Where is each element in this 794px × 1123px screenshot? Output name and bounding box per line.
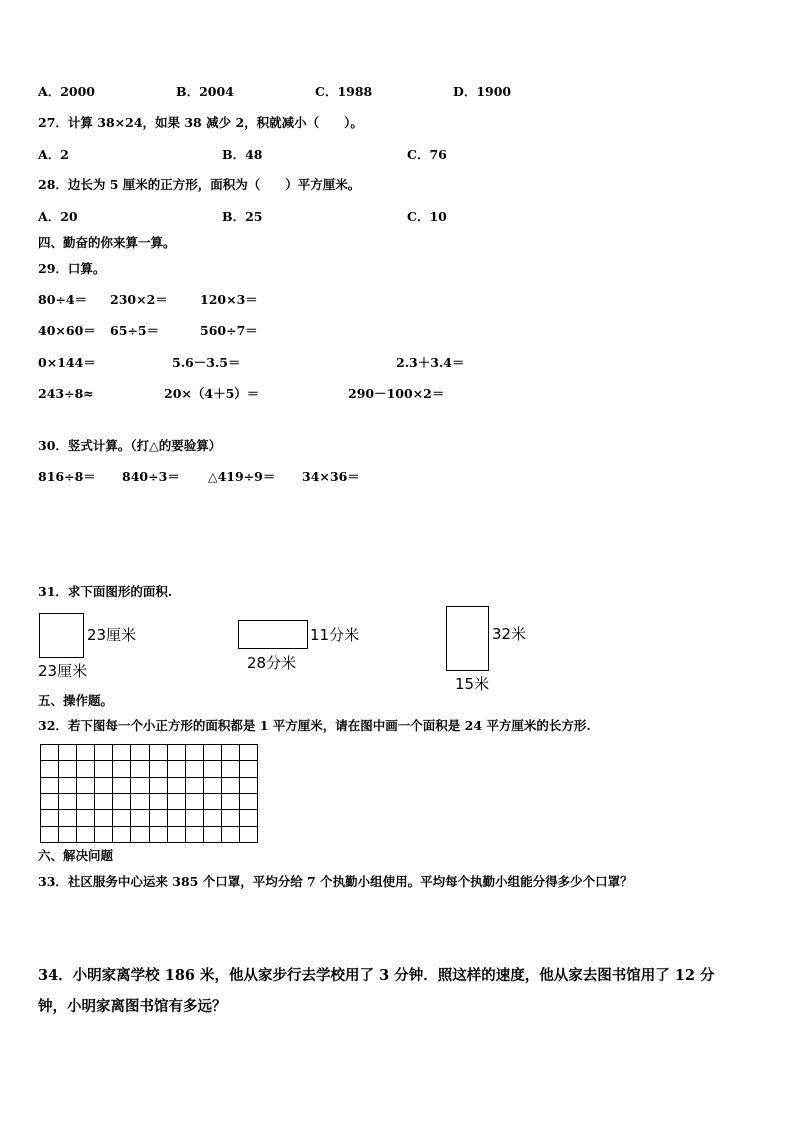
grid-cell[interactable]	[168, 810, 186, 826]
q28-option-c: C．10	[407, 209, 447, 224]
grid-cell[interactable]	[131, 794, 149, 810]
q30-item: 840÷3＝	[122, 469, 180, 484]
q29-item: 20×（4＋5）＝	[164, 386, 260, 401]
grid-cell[interactable]	[168, 794, 186, 810]
grid-cell[interactable]	[150, 761, 168, 777]
square-side-label: 23厘米	[87, 626, 137, 644]
grid-cell[interactable]	[59, 745, 77, 761]
q28-option-b: B．25	[222, 209, 263, 224]
grid-cell[interactable]	[222, 827, 240, 843]
grid-cell[interactable]	[131, 827, 149, 843]
grid-cell[interactable]	[59, 778, 77, 794]
grid-cell[interactable]	[77, 827, 95, 843]
q29-item: 243÷8≈	[38, 386, 94, 401]
grid-cell[interactable]	[168, 761, 186, 777]
grid-cell[interactable]	[222, 778, 240, 794]
grid-cell[interactable]	[41, 794, 59, 810]
grid-cell[interactable]	[95, 778, 113, 794]
grid-cell[interactable]	[186, 810, 204, 826]
q29-item: 40×60＝	[38, 323, 96, 338]
wide-rectangle-figure	[238, 620, 308, 649]
grid-cell[interactable]	[131, 778, 149, 794]
q30-item: △419÷9＝	[208, 469, 276, 484]
grid-cell[interactable]	[59, 810, 77, 826]
square-bottom-label: 23厘米	[38, 662, 88, 680]
q29-item: 65÷5＝	[110, 323, 160, 338]
grid-cell[interactable]	[41, 761, 59, 777]
q26-option-a: A．2000	[38, 84, 95, 99]
wide-rectangle-side-label: 11分米	[310, 626, 360, 644]
section-6-heading: 六、解决问题	[38, 848, 114, 863]
grid-cell[interactable]	[168, 827, 186, 843]
grid-cell[interactable]	[186, 827, 204, 843]
grid-cell[interactable]	[222, 761, 240, 777]
grid-cell[interactable]	[204, 761, 222, 777]
wide-rectangle-bottom-label: 28分米	[247, 654, 297, 672]
q34-question-line2: 钟，小明家离图书馆有多远？	[38, 998, 227, 1015]
grid-cell[interactable]	[113, 827, 131, 843]
grid-cell[interactable]	[204, 794, 222, 810]
grid-cell[interactable]	[240, 827, 258, 843]
q27-option-b: B．48	[222, 147, 263, 162]
q29-item: 80÷4＝	[38, 292, 88, 307]
grid-cell[interactable]	[41, 778, 59, 794]
grid-cell[interactable]	[77, 761, 95, 777]
grid-cell[interactable]	[113, 794, 131, 810]
grid-cell[interactable]	[204, 778, 222, 794]
grid-cell[interactable]	[204, 745, 222, 761]
tall-rectangle-figure	[446, 606, 489, 671]
q29-item: 230×2＝	[110, 292, 168, 307]
grid-cell[interactable]	[240, 761, 258, 777]
grid-cell[interactable]	[186, 761, 204, 777]
grid-cell[interactable]	[41, 810, 59, 826]
grid-cell[interactable]	[59, 761, 77, 777]
grid-cell[interactable]	[150, 827, 168, 843]
grid-cell[interactable]	[240, 745, 258, 761]
grid-cell[interactable]	[77, 778, 95, 794]
section-4-heading: 四、勤奋的你来算一算。	[38, 235, 176, 250]
grid-cell[interactable]	[204, 827, 222, 843]
q34-question-line1: 34．小明家离学校 186 米，他从家步行去学校用了 3 分钟．照这样的速度，他从家去图书馆用了 12 分	[38, 967, 715, 984]
grid-cell[interactable]	[168, 778, 186, 794]
q30-item: 816÷8＝	[38, 469, 96, 484]
grid-cell[interactable]	[204, 810, 222, 826]
grid-cell[interactable]	[150, 794, 168, 810]
grid-cell[interactable]	[131, 761, 149, 777]
q28-question: 28．边长为 5 厘米的正方形，面积为（ ）平方厘米。	[38, 177, 361, 192]
grid-cell[interactable]	[222, 794, 240, 810]
q30-title: 30．竖式计算。（打△的要验算）	[38, 438, 222, 453]
q31-title: 31．求下面图形的面积.	[38, 584, 173, 599]
grid-cell[interactable]	[113, 745, 131, 761]
grid-cell[interactable]	[186, 778, 204, 794]
grid-cell[interactable]	[150, 745, 168, 761]
q26-option-c: C．1988	[315, 84, 373, 99]
grid-cell[interactable]	[59, 794, 77, 810]
tall-rectangle-side-label: 32米	[492, 625, 527, 643]
q29-title: 29．口算。	[38, 261, 106, 276]
q28-option-a: A．20	[38, 209, 78, 224]
q32-question: 32．若下图每一个小正方形的面积都是 1 平方厘米，请在图中画一个面积是 24 平方厘米的长方形.	[38, 718, 591, 733]
grid-cell[interactable]	[186, 745, 204, 761]
grid-cell[interactable]	[59, 827, 77, 843]
q29-item: 5.6－3.5＝	[172, 355, 241, 370]
q27-option-a: A．2	[38, 147, 69, 162]
grid-cell[interactable]	[186, 794, 204, 810]
q29-item: 2.3＋3.4＝	[396, 355, 465, 370]
grid-cell[interactable]	[77, 794, 95, 810]
grid-cell[interactable]	[113, 778, 131, 794]
square-figure	[39, 613, 84, 658]
q33-question: 33．社区服务中心运来 385 个口罩，平均分给 7 个执勤小组使用。平均每个执勤小组能分得多少个口罩？	[38, 874, 633, 889]
grid-cell[interactable]	[131, 810, 149, 826]
q30-item: 34×36＝	[302, 469, 360, 484]
grid-cell[interactable]	[240, 810, 258, 826]
grid-cell[interactable]	[95, 761, 113, 777]
q27-question: 27．计算 38×24，如果 38 减少 2，积就减小（ ）。	[38, 115, 363, 130]
q29-item: 290－100×2＝	[348, 386, 445, 401]
grid-cell[interactable]	[131, 745, 149, 761]
q29-item: 0×144＝	[38, 355, 96, 370]
q26-option-b: B．2004	[176, 84, 234, 99]
grid-cell[interactable]	[41, 745, 59, 761]
grid-cell[interactable]	[41, 827, 59, 843]
q26-option-d: D．1900	[453, 84, 512, 99]
grid-cell[interactable]	[113, 761, 131, 777]
grid-cell[interactable]	[222, 745, 240, 761]
grid-cell[interactable]	[240, 778, 258, 794]
q29-item: 120×3＝	[200, 292, 258, 307]
grid-cell[interactable]	[150, 778, 168, 794]
grid-cell[interactable]	[95, 794, 113, 810]
grid-cell[interactable]	[95, 827, 113, 843]
section-5-heading: 五、操作题。	[38, 693, 114, 708]
q29-item: 560÷7＝	[200, 323, 258, 338]
square-grid[interactable]	[40, 744, 258, 843]
grid-cell[interactable]	[95, 745, 113, 761]
grid-cell[interactable]	[222, 810, 240, 826]
grid-cell[interactable]	[77, 810, 95, 826]
q27-option-c: C．76	[407, 147, 447, 162]
grid-cell[interactable]	[77, 745, 95, 761]
grid-cell[interactable]	[168, 745, 186, 761]
grid-cell[interactable]	[150, 810, 168, 826]
grid-cell[interactable]	[95, 810, 113, 826]
tall-rectangle-bottom-label: 15米	[455, 675, 490, 693]
grid-cell[interactable]	[240, 794, 258, 810]
grid-cell[interactable]	[113, 810, 131, 826]
